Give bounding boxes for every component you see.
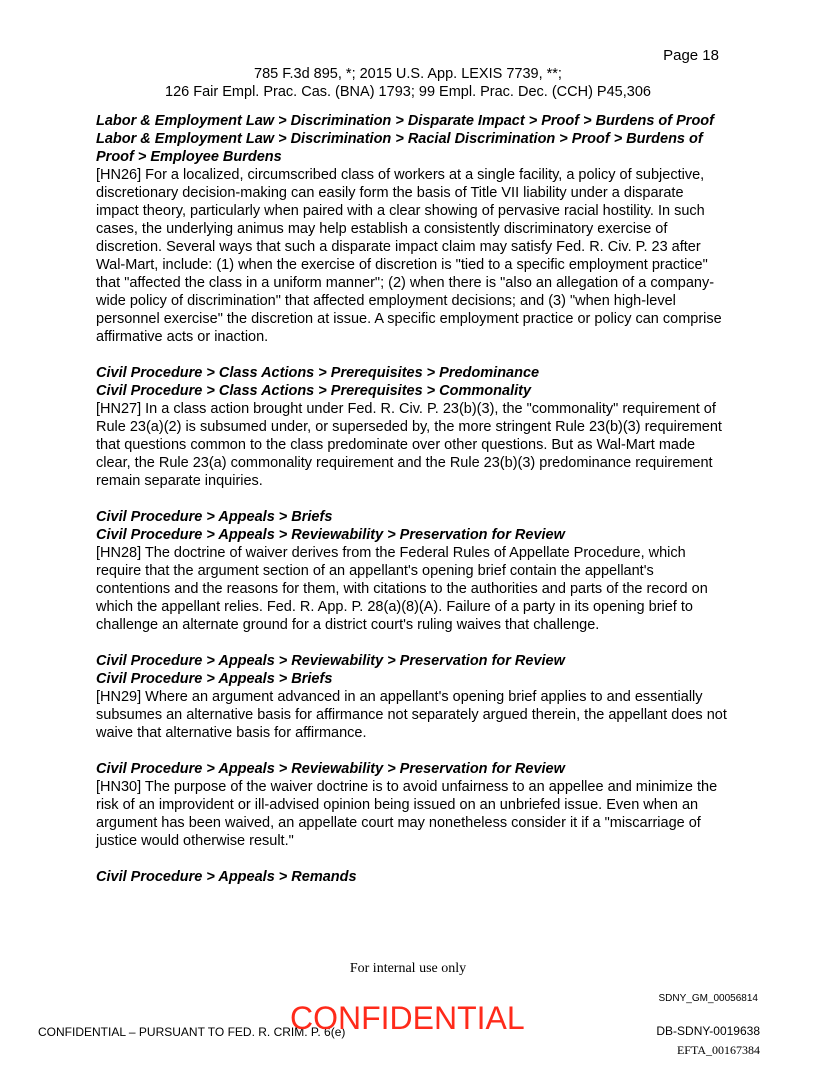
- headnote-block: [96, 364, 728, 490]
- topic-path: Labor & Employment Law > Discrimination > Disparate Impact > Proof > Burdens of Proof: [96, 113, 714, 129]
- headnote-block: [96, 760, 728, 850]
- topic-path: Civil Procedure > Appeals > Reviewability > Preservation for Review: [96, 653, 565, 669]
- headnote-text: [HN29] Where an argument advanced in an appellant's opening brief applies to and essentially subsumes an alternative basis for affirmance not separately argued therein, the appellant does not waive that alternative basis for affirmance.: [96, 689, 727, 741]
- headnote-block: [96, 652, 728, 742]
- headnote-block: [96, 508, 728, 634]
- confidential-notice: CONFIDENTIAL – PURSUANT TO FED. R. CRIM. P. 6(e): [38, 1025, 346, 1039]
- headnote-block: [96, 112, 728, 346]
- topic-path: Civil Procedure > Appeals > Remands: [96, 869, 357, 885]
- headnote-text: [HN30] The purpose of the waiver doctrine is to avoid unfairness to an appellee and minimize the risk of an improvident or ill-advised opinion being issued on an unbriefed issue. Even when an argument has been waived, an appellate court may nonetheless consider it if a "miscarriage of justice would otherwise result.": [96, 779, 718, 849]
- topic-path: Civil Procedure > Appeals > Reviewability > Preservation for Review: [96, 527, 565, 543]
- topic-path: Civil Procedure > Appeals > Briefs: [96, 671, 333, 687]
- citation-line-1: 785 F.3d 895, *; 2015 U.S. App. LEXIS 7739, **;: [254, 66, 562, 82]
- headnote-text: [HN26] For a localized, circumscribed class of workers at a single facility, a policy of subjective, discretionary decision-making can easily form the basis of Title VII liability under a disparate impact theory, particularly when paired with a clear showing of pervasive racial hostility. In such cases, the underlying animus may help establish a consistently discriminatory exercise of discretion. Several ways that such a disparate impact claim may satisfy Fed. R. Civ. P. 23 after Wal-Mart, include: (1) when the exercise of discretion is "tied to a specific employment practice" that "affected the class in a uniform manner"; (2) when there is "also an allegation of a company-wide policy of discrimination" that affected employment decisions; and (3) "when high-level personnel exercise" the discretion at issue. A specific employment practice or policy can comprise affirmative acts or inaction.: [96, 167, 722, 345]
- topic-path: Civil Procedure > Class Actions > Prerequisites > Commonality: [96, 383, 532, 399]
- headnote-text: [HN28] The doctrine of waiver derives from the Federal Rules of Appellate Procedure, which require that the argument section of an appellant's opening brief contain the appellant's contentions and the reasons for them, with citations to the authorities and parts of the record on which the appellant relies. Fed. R. App. P. 28(a)(8)(A). Failure of a party in its opening brief to challenge an alternate ground for a district court's ruling waives that challenge.: [96, 545, 708, 633]
- topic-path: Civil Procedure > Appeals > Briefs: [96, 509, 333, 525]
- topic-path: Civil Procedure > Class Actions > Prerequisites > Predominance: [96, 365, 540, 381]
- headnote-block: [96, 868, 728, 886]
- bates-number-db: DB-SDNY-0019638: [656, 1024, 760, 1038]
- efta-number: EFTA_00167384: [676, 1043, 760, 1057]
- topic-path: Labor & Employment Law > Discrimination > Racial Discrimination > Proof > Burdens of Proof > Employee Burdens: [96, 131, 703, 165]
- citation-line-2: 126 Fair Empl. Prac. Cas. (BNA) 1793; 99 Empl. Prac. Dec. (CCH) P45,306: [165, 84, 651, 100]
- confidential-stamp: CONFIDENTIAL: [290, 1000, 525, 1036]
- internal-use-notice: For internal use only: [349, 961, 467, 976]
- headnotes-section: [96, 112, 728, 904]
- topic-path: Civil Procedure > Appeals > Reviewability > Preservation for Review: [96, 761, 565, 777]
- bates-number-gm: SDNY_GM_00056814: [658, 993, 758, 1004]
- headnote-text: [HN27] In a class action brought under Fed. R. Civ. P. 23(b)(3), the "commonality" requirement of Rule 23(a)(2) is subsumed under, or superseded by, the more stringent Rule 23(b)(3) requirement that questions common to the class predominate over other questions. But as Wal-Mart made clear, the Rule 23(a) commonality requirement and the Rule 23(b)(3) predominance requirement remain separate inquiries.: [96, 401, 722, 489]
- page-number: Page 18: [663, 47, 719, 64]
